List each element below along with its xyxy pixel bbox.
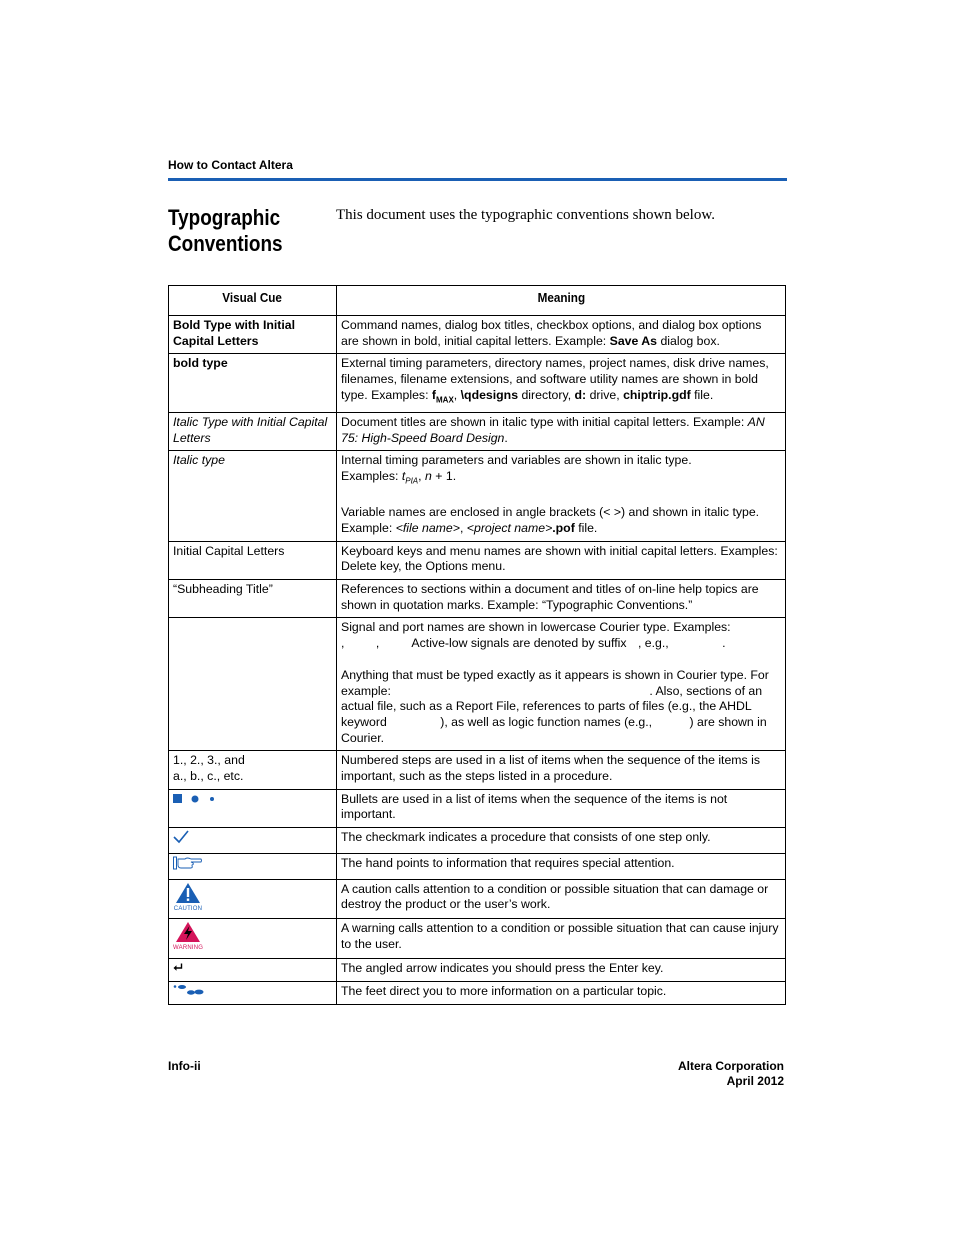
cue-cell: bold type <box>169 354 337 413</box>
meaning-cell: Bullets are used in a list of items when the sequence of the items is not important. <box>337 789 786 827</box>
table-row <box>169 853 786 879</box>
cue-cell: 1., 2., 3., and a., b., c., etc. <box>169 751 337 789</box>
header-rule <box>168 178 787 181</box>
warning-icon <box>175 921 201 943</box>
table-row <box>169 919 786 959</box>
cue-cell <box>169 853 337 879</box>
meaning-cell: A caution calls attention to a condition or possible situation that can damage or destroy the product or the user’s work. <box>337 879 786 919</box>
feet-icon <box>173 984 205 996</box>
meaning-cell: Command names, dialog box titles, checkbox options, and dialog box options are shown in bold, initial capital letters. Example: Save As dialog box. <box>337 316 786 354</box>
meaning-cell: The checkmark indicates a procedure that consists of one step only. <box>337 828 786 854</box>
meaning-cell: The hand points to information that requires special attention. <box>337 853 786 879</box>
table-row <box>169 959 786 982</box>
table-row <box>169 316 786 354</box>
meaning-cell: Document titles are shown in italic type with initial capital letters. Example: AN 75: High-Speed Board Design. <box>337 412 786 450</box>
section-title: Typographic Conventions <box>168 205 283 256</box>
meaning-cell: Numbered steps are used in a list of items when the sequence of the items is important, such as the steps listed in a procedure. <box>337 751 786 789</box>
meaning-cell: Signal and port names are shown in lowercase Courier type. Examples: , , Active-low signals are denoted by suffix , e.g., . Anything that must be typed exactly as it appears is shown in Courier type. For example: . Also, sections of an actual file, such as a Report File, references to parts of files (e.g., the AHDL keyword ), as well as logic function names (e.g., ) are shown in Courier. <box>337 618 786 751</box>
intro-text: This document uses the typographic conventions shown below. <box>336 207 715 223</box>
table-row <box>169 751 786 789</box>
cue-cell: Initial Capital Letters <box>169 541 337 579</box>
cue-cell <box>169 959 337 982</box>
meaning-cell: A warning calls attention to a condition or possible situation that can cause injury to the user. <box>337 919 786 959</box>
checkmark-icon <box>173 830 189 844</box>
column-header-visual-cue: Visual Cue <box>169 286 337 316</box>
square-bullet-icon <box>173 794 182 803</box>
cue-cell: “Subheading Title” <box>169 580 337 618</box>
meaning-cell: References to sections within a document and titles of on-line help topics are shown in quotation marks. Example: “Typographic Conventions.” <box>337 580 786 618</box>
table-row <box>169 879 786 919</box>
running-head: How to Contact Altera <box>168 158 293 172</box>
table-row <box>169 828 786 854</box>
table-row <box>169 412 786 450</box>
cue-cell <box>169 919 337 959</box>
footer-info <box>678 1059 784 1089</box>
table-header-row <box>169 286 786 316</box>
pointing-hand-icon <box>173 856 203 870</box>
page-number: Info-ii <box>168 1059 201 1073</box>
cue-cell <box>169 618 337 751</box>
meaning-cell: The feet direct you to more information on a particular topic. <box>337 981 786 1005</box>
table-row <box>169 789 786 827</box>
table-row <box>169 354 786 413</box>
conventions-table <box>168 285 786 1005</box>
cue-cell <box>169 828 337 854</box>
cue-cell: Italic type <box>169 451 337 541</box>
warning-icon-label: WARNING <box>173 945 204 952</box>
cue-cell <box>169 789 337 827</box>
cue-cell <box>169 879 337 919</box>
meaning-cell: External timing parameters, directory names, project names, disk drive names, filenames, filename extensions, and software utility names are shown in bold type. Examples: $f_{MAX}$, \qdesigns directory, d: drive, chiptrip.gdf file. <box>337 354 786 413</box>
table-row <box>169 451 786 541</box>
meaning-cell: Internal timing parameters and variables are shown in italic type. Examples: $t_{PIA}$, n + 1. Variable names are enclosed in angle brackets (< >) and shown in italic type. Example: <file name>, <project name>.pof file. <box>337 451 786 541</box>
column-header-meaning: Meaning <box>337 286 786 316</box>
caution-icon-label: CAUTION <box>173 905 203 912</box>
table-row <box>169 580 786 618</box>
cue-cell: Bold Type with Initial Capital Letters <box>169 316 337 354</box>
cue-cell: Italic Type with Initial Capital Letters <box>169 412 337 450</box>
round-bullet-icon <box>190 794 200 804</box>
enter-arrow-icon <box>173 963 183 972</box>
table-row <box>169 618 786 751</box>
meaning-cell: The angled arrow indicates you should press the Enter key. <box>337 959 786 982</box>
small-bullet-icon <box>208 795 216 803</box>
publication-date: April 2012 <box>726 1074 784 1088</box>
table-row <box>169 981 786 1005</box>
table-row <box>169 541 786 579</box>
caution-icon <box>175 882 201 904</box>
cue-cell <box>169 981 337 1005</box>
company-name: Altera Corporation <box>677 1059 784 1073</box>
meaning-cell: Keyboard keys and menu names are shown with initial capital letters. Examples: Delete key, the Options menu. <box>337 541 786 579</box>
